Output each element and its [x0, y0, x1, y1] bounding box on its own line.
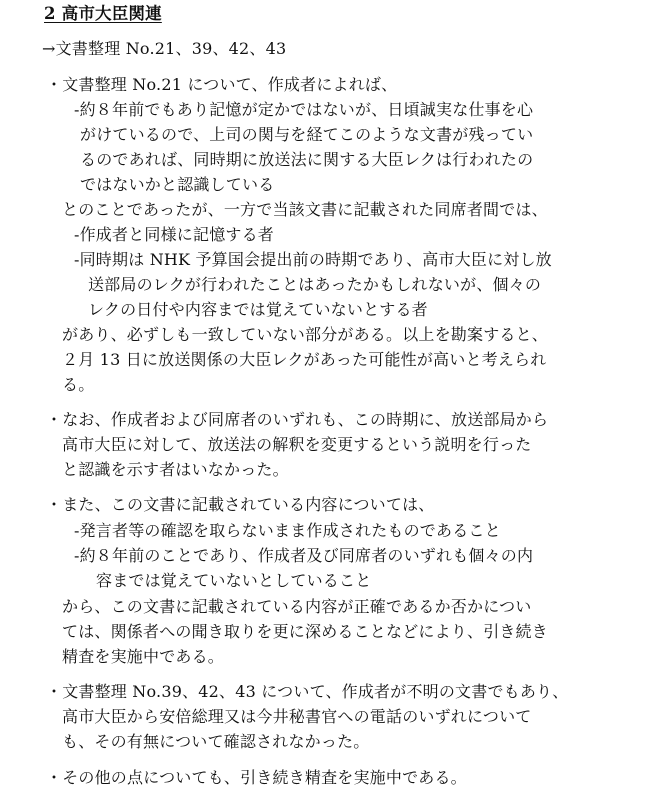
- para1-conclusion-line: ２月 13 日に放送関係の大臣レクがあった可能性が高いと考えられ: [62, 350, 547, 369]
- para1-item-2-line: 送部局のレクが行われたことはあったかもしれないが、個々の: [88, 275, 542, 294]
- para3-lead: ・また、この文書に記載されている内容については、: [46, 495, 435, 514]
- para1-quote-line: るのであれば、同時期に放送法に関する大臣レクは行われたの: [80, 150, 534, 169]
- para3-item-2-line: -約８年前のことであり、作成者及び同席者のいずれも個々の内: [74, 546, 534, 565]
- para1-item-2-line: レクの日付や内容までは覚えていないとする者: [88, 300, 428, 319]
- para3-conclusion-line: 精査を実施中である。: [62, 647, 225, 666]
- para2-line: と認識を示す者はいなかった。: [62, 460, 289, 479]
- para3-item-1: -発言者等の確認を取らないまま作成されたものであること: [74, 521, 501, 540]
- para4-line: ・文書整理 No.39、42、43 について、作成者が不明の文書でもあり、: [46, 682, 569, 701]
- para1-quote-line: -約８年前でもあり記憶が定かではないが、日頃誠実な仕事を心: [74, 100, 534, 119]
- para1-quote-line: ではないかと認識している: [80, 175, 275, 194]
- para1-item-2-line: -同時期は NHK 予算国会提出前の時期であり、高市大臣に対し放: [74, 250, 552, 269]
- para3-conclusion-line: から、この文書に記載されている内容が正確であるか否かについ: [62, 597, 532, 616]
- para3-conclusion-line: ては、関係者への聞き取りを更に深めることなどにより、引き続き: [62, 622, 549, 641]
- para3-item-2-line: 容までは覚えていないとしていること: [96, 571, 372, 590]
- para1-item-1: -作成者と同様に記憶する者: [74, 225, 275, 244]
- para1-conclusion-line: る。: [62, 375, 95, 394]
- section-heading: 2 高市大臣関連: [44, 4, 162, 23]
- para2-line: 高市大臣に対して、放送法の解釈を変更するという説明を行った: [62, 435, 532, 454]
- para1-quote-line: がけているので、上司の関与を経てこのような文書が残ってい: [80, 125, 534, 144]
- para1-lead: ・文書整理 No.21 について、作成者によれば、: [46, 75, 398, 94]
- para4-line: も、その有無について確認されなかった。: [62, 732, 370, 751]
- para2-line: ・なお、作成者および同席者のいずれも、この時期に、放送部局から: [46, 410, 549, 429]
- document-reference: →文書整理 No.21、39、42、43: [42, 39, 287, 58]
- para5-line: ・その他の点についても、引き続き精査を実施中である。: [46, 768, 467, 787]
- para1-transition: とのことであったが、一方で当該文書に記載された同席者間では、: [62, 200, 548, 219]
- para4-line: 高市大臣から安倍総理又は今井秘書官への電話のいずれについて: [62, 707, 532, 726]
- para1-conclusion-line: があり、必ずしも一致していない部分がある。以上を勘案すると、: [62, 325, 549, 344]
